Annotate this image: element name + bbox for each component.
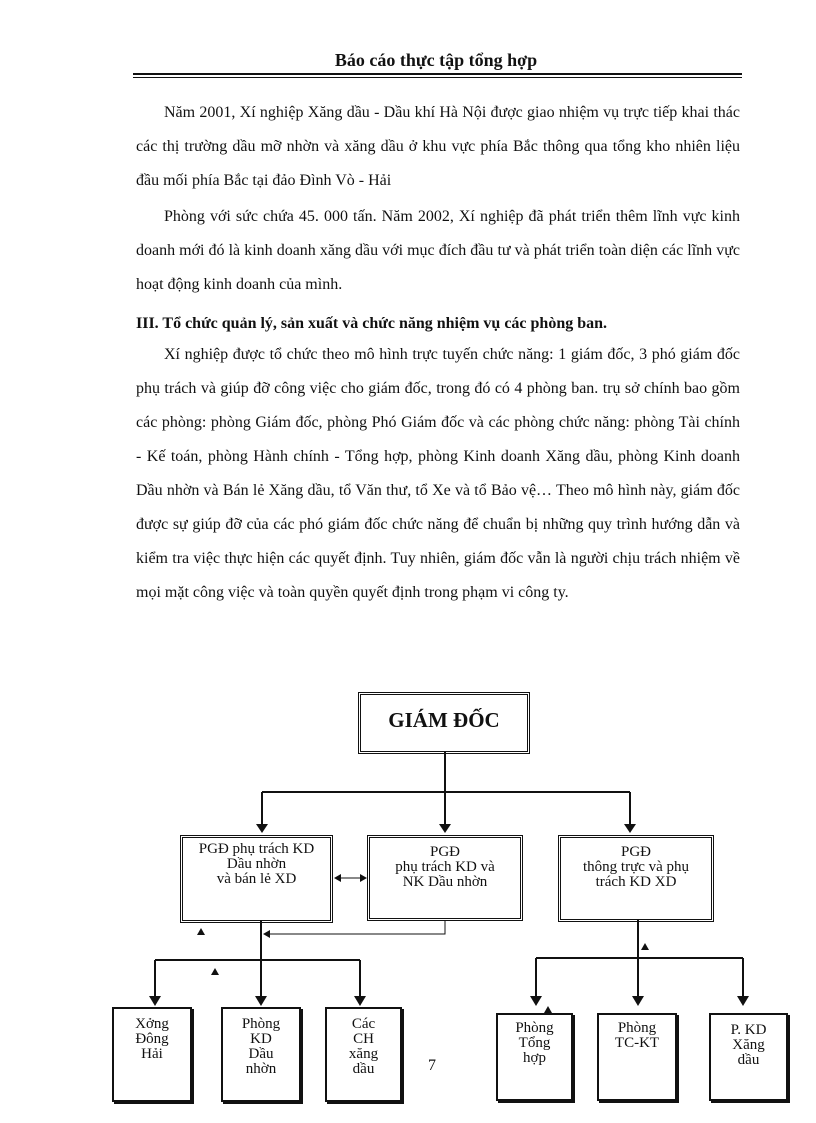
paragraph-3: Xí nghiệp được tổ chức theo mô hình trực tuyến chức năng: 1 giám đốc, 3 phó giám đốc phụ trách và giúp đỡ công việc cho giám đốc, trong đó có 4 phòng ban. trụ sở chính bao gồm các phòng: phòng Giám đốc, phòng Phó Giám đốc và các phòng chức năng: phòng Tài chính - Kế toán, phòng Hành chính - Tổng hợp, phòng Kinh doanh Xăng dầu, phòng Kinh doanh Dầu nhờn và Bán lẻ Xăng dầu, tổ Văn thư, tổ Xe và tổ Bảo vệ… Theo mô hình này, giám đốc được sự giúp đỡ của các phó giám đốc chức năng để chuẩn bị những quy trình hướng dẫn và kiểm tra việc thực hiện các quyết định. Tuy nhiên, giám đốc vẫn là người chịu trách nhiệm về mọi mặt công việc và toàn quyền quyết định trong phạm vi công ty.: [136, 346, 740, 601]
deputy-middle-label: PGĐ phụ trách KD và NK Dầu nhờn: [395, 844, 495, 890]
section-heading: III. Tổ chức quản lý, sản xuất và chức năng nhiệm vụ các phòng ban.: [136, 315, 608, 332]
page-number: 7: [428, 1057, 436, 1074]
unit-cua-hang-label: Các CH xăng dầu: [348, 1016, 379, 1077]
unit-kd-dau-nhon-label: Phòng KD Dầu nhờn: [241, 1016, 281, 1077]
unit-xuong-label: Xởng Đông Hải: [135, 1016, 169, 1062]
unit-tong-hop-label: Phòng Tổng hợp: [515, 1020, 554, 1066]
deputy-left-label: PGĐ phụ trách KD Dầu nhờn và bán lẻ XD: [198, 841, 315, 887]
paragraph-1: Năm 2001, Xí nghiệp Xăng dầu - Dầu khí Hà Nội được giao nhiệm vụ trực tiếp khai thác các thị trường dầu mỡ nhờn và xăng dầu ở khu vực phía Bắc thông qua tổng kho nhiên liệu đầu mối phía Bắc tại đảo Đình Vò - Hải: [136, 104, 740, 189]
page-header: Báo cáo thực tập tổng hợp: [334, 50, 538, 70]
paragraph-2: Phòng với sức chứa 45. 000 tấn. Năm 2002, Xí nghiệp đã phát triển thêm lĩnh vực kinh doanh mới đó là kinh doanh xăng dầu với mục đích đầu tư và phát triển toàn diện các lĩnh vực hoạt động kinh doanh của mình.: [136, 208, 740, 293]
unit-tc-kt-label: Phòng TC-KT: [614, 1020, 660, 1051]
deputy-right-label: PGĐ thông trực và phụ trách KD XD: [582, 844, 690, 890]
director-label: GIÁM ĐỐC: [388, 708, 500, 732]
unit-kd-xang-dau-label: P. KD Xăng dầu: [730, 1022, 767, 1068]
